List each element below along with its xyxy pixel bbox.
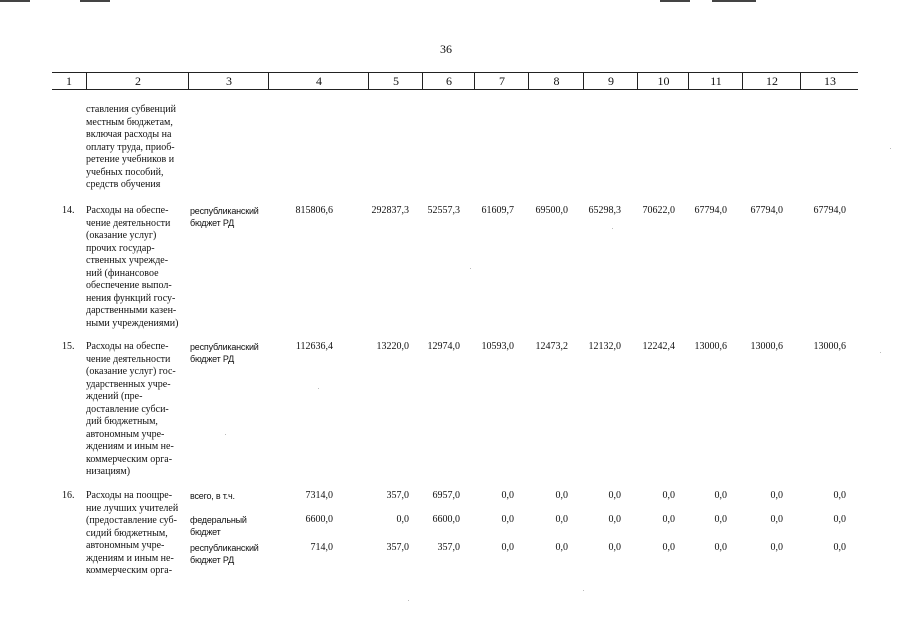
row-name-line: чение деятельности: [86, 217, 171, 229]
value-cell: 0,0: [501, 542, 514, 553]
value-cell: 0,0: [555, 514, 568, 525]
row-name-line: (оказание услуг) гос-: [86, 366, 176, 377]
value-cell: 13000,6: [694, 341, 727, 352]
value-cell: 815806,6: [295, 205, 333, 216]
row-number: 15.: [62, 341, 75, 352]
row-name-line: дарственными казен-: [86, 305, 177, 316]
header-col-5: 5: [368, 73, 423, 89]
row-name-line: Расходы на обеспе-: [86, 205, 169, 216]
value-cell: 0,0: [608, 514, 621, 525]
funding-source: республиканский: [190, 342, 259, 352]
row-name-line: оплату труда, приоб-: [86, 141, 175, 153]
funding-source: бюджет РД: [190, 218, 235, 228]
funding-source: бюджет: [190, 527, 221, 537]
value-cell: 67794,0: [813, 205, 846, 216]
row-number: 16.: [62, 490, 75, 501]
value-cell: 0,0: [770, 490, 783, 501]
value-cell: 357,0: [386, 490, 409, 501]
row-name-line: ждениям и иным не-: [86, 552, 174, 564]
header-col-1: 1: [66, 74, 72, 88]
value-cell: 0,0: [714, 542, 727, 553]
row-name-line: обеспечение выпол-: [86, 280, 172, 291]
value-cell: 0,0: [714, 514, 727, 525]
row-name-line: ний (финансовое: [86, 267, 159, 279]
scan-mark: [0, 0, 30, 2]
funding-source: бюджет РД: [190, 354, 235, 364]
row-number: 14.: [62, 205, 75, 216]
funding-source: всего, в т.ч.: [190, 491, 235, 501]
header-col-11: 11: [688, 73, 743, 89]
value-cell: 12132,0: [588, 341, 621, 352]
value-cell: 12473,2: [535, 341, 568, 352]
row-name-line: коммерческим орга-: [86, 453, 173, 465]
value-cell: 292837,3: [371, 205, 409, 216]
row-name-line: ударственных учре-: [86, 378, 171, 390]
row-name-line: автономным учре-: [86, 540, 165, 551]
header-col-9: 9: [583, 73, 638, 89]
value-cell: 714,0: [310, 542, 333, 553]
value-cell: 7314,0: [305, 490, 333, 501]
value-cell: 70622,0: [642, 205, 675, 216]
row-name-line: ными учреждениями): [86, 317, 179, 329]
funding-source: республиканский: [190, 206, 259, 216]
row-name-line: учебных пособий,: [86, 166, 164, 178]
value-cell: 67794,0: [750, 205, 783, 216]
row-name-line: ставления субвенций: [86, 104, 176, 115]
value-cell: 65298,3: [588, 205, 621, 216]
value-cell: 0,0: [608, 490, 621, 501]
row-name-line: коммерческим орга-: [86, 565, 173, 576]
header-col-12: 12: [742, 73, 801, 89]
page-number: 36: [440, 42, 452, 56]
header-col-2: 2: [86, 73, 189, 89]
row-name-line: включая расходы на: [86, 129, 172, 140]
value-cell: 0,0: [833, 542, 846, 553]
value-cell: 10593,0: [481, 341, 514, 352]
scan-mark: [660, 0, 690, 2]
header-col-7: 7: [474, 73, 529, 89]
header-col-4: 4: [268, 73, 369, 89]
row-name-line: местным бюджетам,: [86, 116, 173, 128]
value-cell: 0,0: [662, 490, 675, 501]
value-cell: 0,0: [714, 490, 727, 501]
funding-source: федеральный: [190, 515, 247, 525]
value-cell: 0,0: [555, 490, 568, 501]
value-cell: 0,0: [396, 514, 409, 525]
value-cell: 0,0: [770, 514, 783, 525]
value-cell: 357,0: [437, 542, 460, 553]
row-name-line: ждениям и иным не-: [86, 441, 174, 452]
value-cell: 0,0: [770, 542, 783, 553]
row-name-line: дий бюджетным,: [86, 416, 158, 427]
value-cell: 0,0: [662, 542, 675, 553]
row-name-line: ние лучших учителей: [86, 502, 179, 514]
header-col-10: 10: [637, 73, 689, 89]
row-name-line: ждений (пре-: [86, 391, 143, 402]
value-cell: 0,0: [662, 514, 675, 525]
value-cell: 13000,6: [750, 341, 783, 352]
table-header-row: [52, 72, 858, 90]
value-cell: 112636,4: [295, 341, 333, 352]
value-cell: 0,0: [501, 490, 514, 501]
value-cell: 67794,0: [694, 205, 727, 216]
value-cell: 52557,3: [427, 205, 460, 216]
value-cell: 69500,0: [535, 205, 568, 216]
row-name-line: Расходы на обеспе-: [86, 341, 169, 352]
value-cell: 0,0: [501, 514, 514, 525]
value-cell: 357,0: [386, 542, 409, 553]
row-name-line: средств обучения: [86, 179, 161, 190]
header-col-3: 3: [188, 73, 269, 89]
value-cell: 13000,6: [813, 341, 846, 352]
value-cell: 61609,7: [481, 205, 514, 216]
row-name-line: (предоставление суб-: [86, 515, 177, 526]
funding-source: бюджет РД: [190, 555, 235, 565]
header-col-8: 8: [528, 73, 584, 89]
value-cell: 6600,0: [305, 514, 333, 525]
value-cell: 6957,0: [432, 490, 460, 501]
value-cell: 0,0: [833, 514, 846, 525]
value-cell: 0,0: [833, 490, 846, 501]
row-name-line: доставление субси-: [86, 403, 169, 415]
row-name-line: ретение учебников и: [86, 154, 175, 165]
row-name-line: ственных учрежде-: [86, 255, 169, 266]
row-name-line: чение деятельности: [86, 353, 171, 365]
header-col-6: 6: [422, 73, 475, 89]
row-name-line: низациям): [86, 466, 131, 477]
row-name-line: нения функций госу-: [86, 292, 176, 304]
value-cell: 12242,4: [642, 341, 675, 352]
scan-mark: [712, 0, 756, 2]
value-cell: 0,0: [608, 542, 621, 553]
scan-mark: [80, 0, 110, 2]
row-name-line: автономным учре-: [86, 428, 165, 440]
value-cell: 6600,0: [432, 514, 460, 525]
row-name-line: Расходы на поощре-: [86, 490, 173, 501]
row-name-line: (оказание услуг): [86, 230, 157, 241]
value-cell: 0,0: [555, 542, 568, 553]
value-cell: 12974,0: [427, 341, 460, 352]
row-name-line: сидий бюджетным,: [86, 527, 168, 539]
funding-source: республиканский: [190, 543, 259, 553]
header-col-13: 13: [800, 73, 859, 89]
value-cell: 13220,0: [376, 341, 409, 352]
row-name-line: прочих государ-: [86, 242, 155, 254]
